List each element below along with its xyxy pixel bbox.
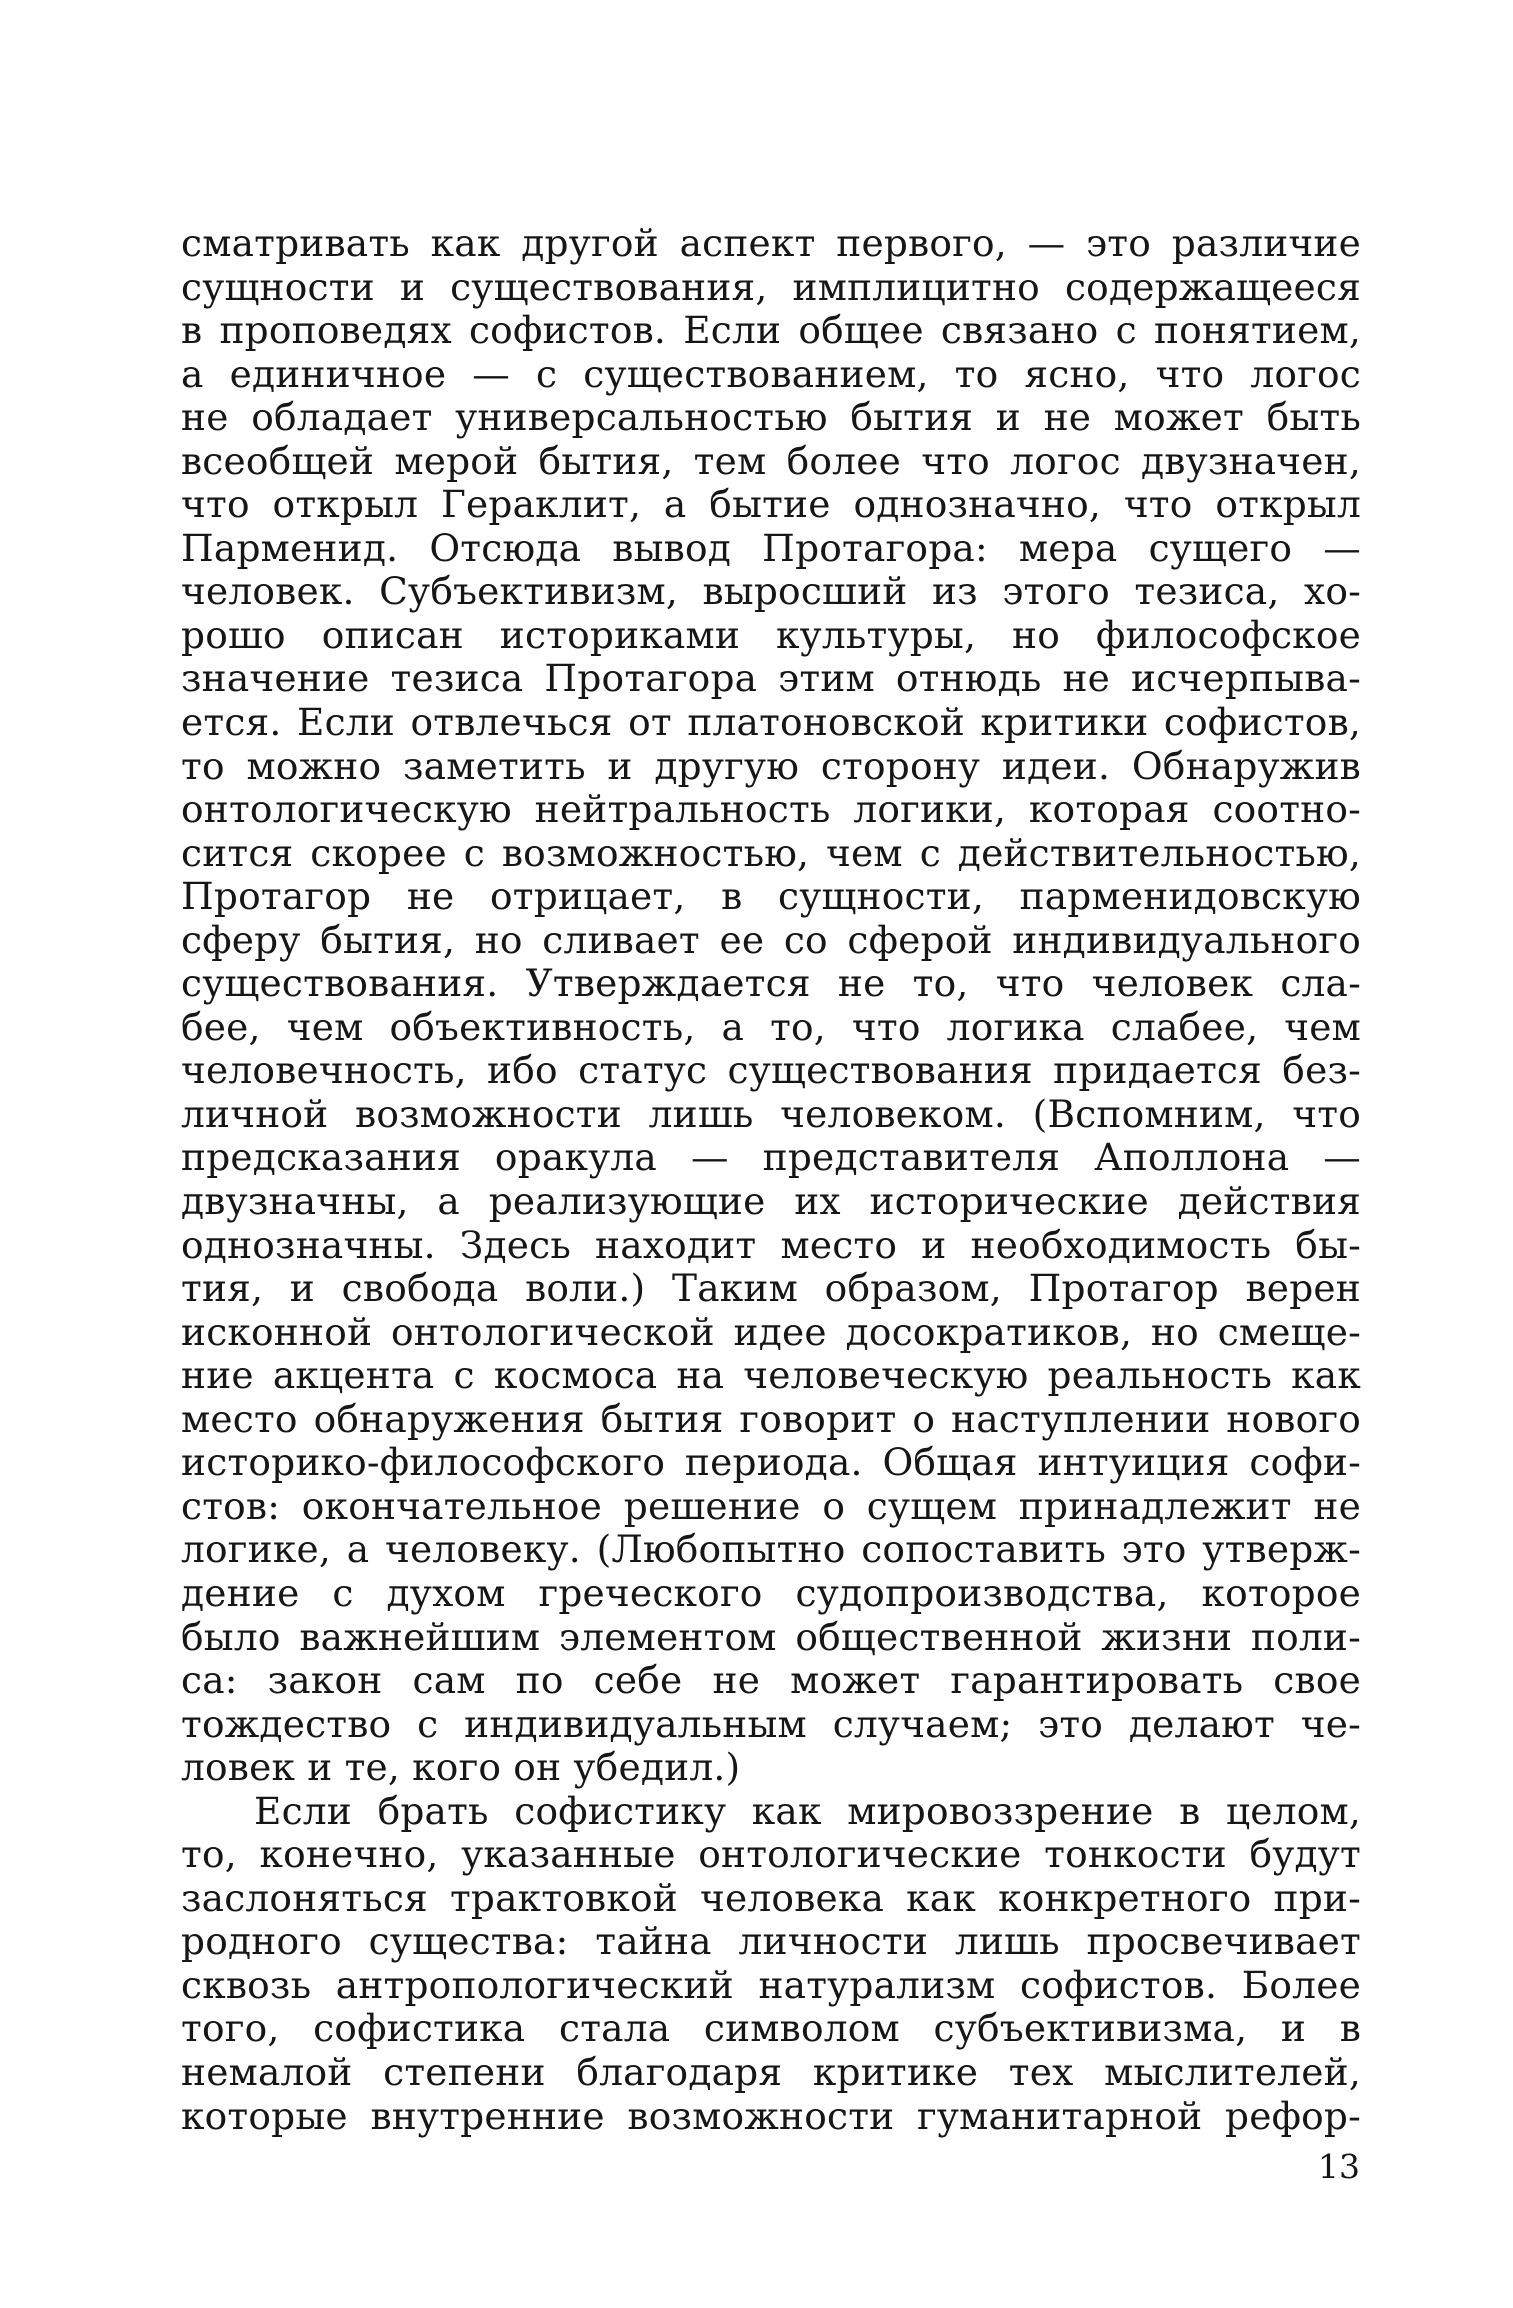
- text-line: ние акцента с космоса на человеческую реальность как: [181, 1353, 1361, 1398]
- text-line: ется. Если отвлечься от платоновской критики софистов,: [181, 700, 1361, 745]
- text-line: то, конечно, указанные онтологические тонкости будут: [181, 1832, 1361, 1877]
- paragraph-end-line: ловек и те, кого он убедил.): [181, 1745, 741, 1790]
- text-line: родного существа: тайна личности лишь просвечивает: [181, 1919, 1361, 1964]
- text-line: тождество с индивидуальным случаем; это делают че-: [181, 1701, 1361, 1746]
- text-line: историко-философского периода. Общая интуиция софи-: [181, 1440, 1361, 1485]
- text-line: дение с духом греческого судопроизводства, которое: [181, 1570, 1361, 1615]
- text-line: сится скорее с возможностью, чем с действительностью,: [181, 830, 1361, 875]
- text-line: существования. Утверждается не то, что человек сла-: [181, 961, 1361, 1006]
- text-line: человечность, ибо статус существования придается без-: [181, 1048, 1361, 1093]
- text-line: Парменид. Отсюда вывод Протагора: мера сущего —: [181, 525, 1361, 570]
- text-line: личной возможности лишь человеком. (Вспомним, что: [181, 1091, 1361, 1136]
- text-line: в проповедях софистов. Если общее связано с понятием,: [181, 308, 1361, 353]
- text-line: исконной онтологической идее досократиков, но смеще-: [181, 1309, 1361, 1354]
- text-line: са: закон сам по себе не может гарантировать свое: [181, 1658, 1361, 1703]
- text-line: однозначны. Здесь находит место и необходимость бы-: [181, 1222, 1361, 1267]
- page-number: 13: [1318, 2147, 1360, 2186]
- text-line: тия, и свобода воли.) Таким образом, Протагор верен: [181, 1266, 1361, 1311]
- text-line: значение тезиса Протагора этим отнюдь не исчерпыва-: [181, 656, 1361, 701]
- text-line: которые внутренние возможности гуманитарной рефор-: [181, 2093, 1361, 2138]
- text-line: онтологическую нейтральность логики, которая соотно-: [181, 787, 1361, 832]
- text-line: бее, чем объективность, а то, что логика слабее, чем: [181, 1004, 1361, 1049]
- text-line: не обладает универсальностью бытия и не может быть: [181, 395, 1361, 440]
- text-line: стов: окончательное решение о сущем принадлежит не: [181, 1483, 1361, 1528]
- text-line: того, софистика стала символом субъективизма, и в: [181, 2006, 1361, 2051]
- text-line: предсказания оракула — представителя Аполлона —: [181, 1135, 1361, 1180]
- text-line: заслоняться трактовкой человека как конкретного при-: [181, 1875, 1361, 1920]
- text-line: сущности и существования, имплицитно содержащееся: [181, 264, 1361, 309]
- text-line: место обнаружения бытия говорит о наступлении нового: [181, 1396, 1361, 1441]
- text-line: сферу бытия, но сливает ее со сферой индивидуального: [181, 917, 1361, 962]
- text-line: двузначны, а реализующие их исторические действия: [181, 1179, 1361, 1224]
- text-line: сквозь антропологический натурализм софистов. Более: [181, 1962, 1361, 2007]
- paragraph-start-line: Если брать софистику как мировоззрение в целом,: [254, 1788, 1361, 1833]
- text-line: рошо описан историками культуры, но философское: [181, 612, 1361, 657]
- text-line: человек. Субъективизм, выросший из этого тезиса, хо-: [181, 569, 1361, 614]
- text-line: немалой степени благодаря критике тех мыслителей,: [181, 2049, 1361, 2094]
- text-line: а единичное — с существованием, то ясно, что логос: [181, 351, 1361, 396]
- text-line: то можно заметить и другую сторону идеи. Обнаружив: [181, 743, 1361, 788]
- text-line: сматривать как другой аспект первого, — это различие: [181, 221, 1361, 265]
- text-line: Протагор не отрицает, в сущности, парменидовскую: [181, 874, 1361, 919]
- text-line: что открыл Гераклит, а бытие однозначно, что открыл: [181, 482, 1361, 527]
- body-text: [181, 222, 1361, 2138]
- text-line: логике, а человеку. (Любопытно сопоставить это утверж-: [181, 1527, 1361, 1572]
- text-line: всеобщей мерой бытия, тем более что логос двузначен,: [181, 438, 1361, 483]
- text-line: было важнейшим элементом общественной жизни поли-: [181, 1614, 1361, 1659]
